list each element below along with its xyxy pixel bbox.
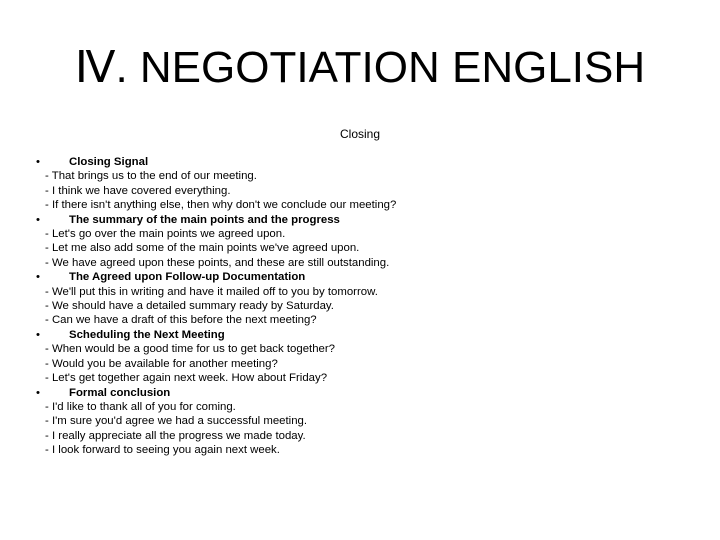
section-heading-row (36, 155, 696, 169)
section-heading-row (36, 328, 696, 342)
phrase-line: - I'd like to thank all of you for coming. (45, 400, 236, 413)
phrase-line: - I really appreciate all the progress we made today. (45, 429, 306, 442)
subtitle-text: Closing (339, 127, 381, 141)
section-formal-conclusion (36, 386, 696, 458)
phrase-line: - Can we have a draft of this before the next meeting? (45, 314, 317, 327)
section-heading-row (36, 386, 696, 400)
bullet-icon: • (36, 213, 40, 226)
bullet-icon: • (36, 156, 40, 168)
phrase-line: - Let's get together again next week. How about Friday? (45, 372, 328, 385)
section-heading: The Agreed upon Follow-up Documentation (69, 271, 306, 284)
section-heading: Formal conclusion (69, 386, 171, 399)
section-summary (36, 213, 696, 271)
bullet-icon: • (36, 328, 40, 341)
section-heading: Scheduling the Next Meeting (69, 328, 225, 341)
section-heading: Closing Signal (69, 156, 149, 168)
phrase-line: - Would you be available for another meeting? (45, 357, 278, 370)
phrase-line: - We have agreed upon these points, and these are still outstanding. (45, 256, 390, 269)
bullet-icon: • (36, 271, 40, 284)
phrase-line: - When would be a good time for us to get back together? (45, 343, 335, 356)
phrase-line: - That brings us to the end of our meeting. (45, 170, 257, 183)
phrase-line: - We'll put this in writing and have it mailed off to you by tomorrow. (45, 285, 378, 298)
phrase-line: - If there isn't anything else, then why don't we conclude our meeting? (45, 199, 397, 212)
phrase-line: - Let's go over the main points we agreed upon. (45, 228, 286, 241)
section-follow-up-documentation (36, 270, 696, 328)
phrase-line: - I think we have covered everything. (45, 184, 231, 197)
bullet-icon: • (36, 386, 40, 399)
section-scheduling (36, 328, 696, 386)
section-heading: The summary of the main points and the progress (69, 213, 340, 226)
section-closing-signal (36, 155, 696, 213)
phrase-line: - Let me also add some of the main points we've agreed upon. (45, 242, 360, 255)
phrase-line: - We should have a detailed summary ready by Saturday. (45, 300, 334, 313)
phrase-line: - I look forward to seeing you again next week. (45, 444, 280, 457)
phrase-line: - I'm sure you'd agree we had a successful meeting. (45, 415, 308, 428)
section-heading-row (36, 213, 696, 227)
slide-body (36, 155, 696, 458)
section-heading-row (36, 270, 696, 284)
slide-title: Ⅳ. NEGOTIATION ENGLISH (74, 43, 646, 92)
slide-subtitle (0, 126, 720, 142)
